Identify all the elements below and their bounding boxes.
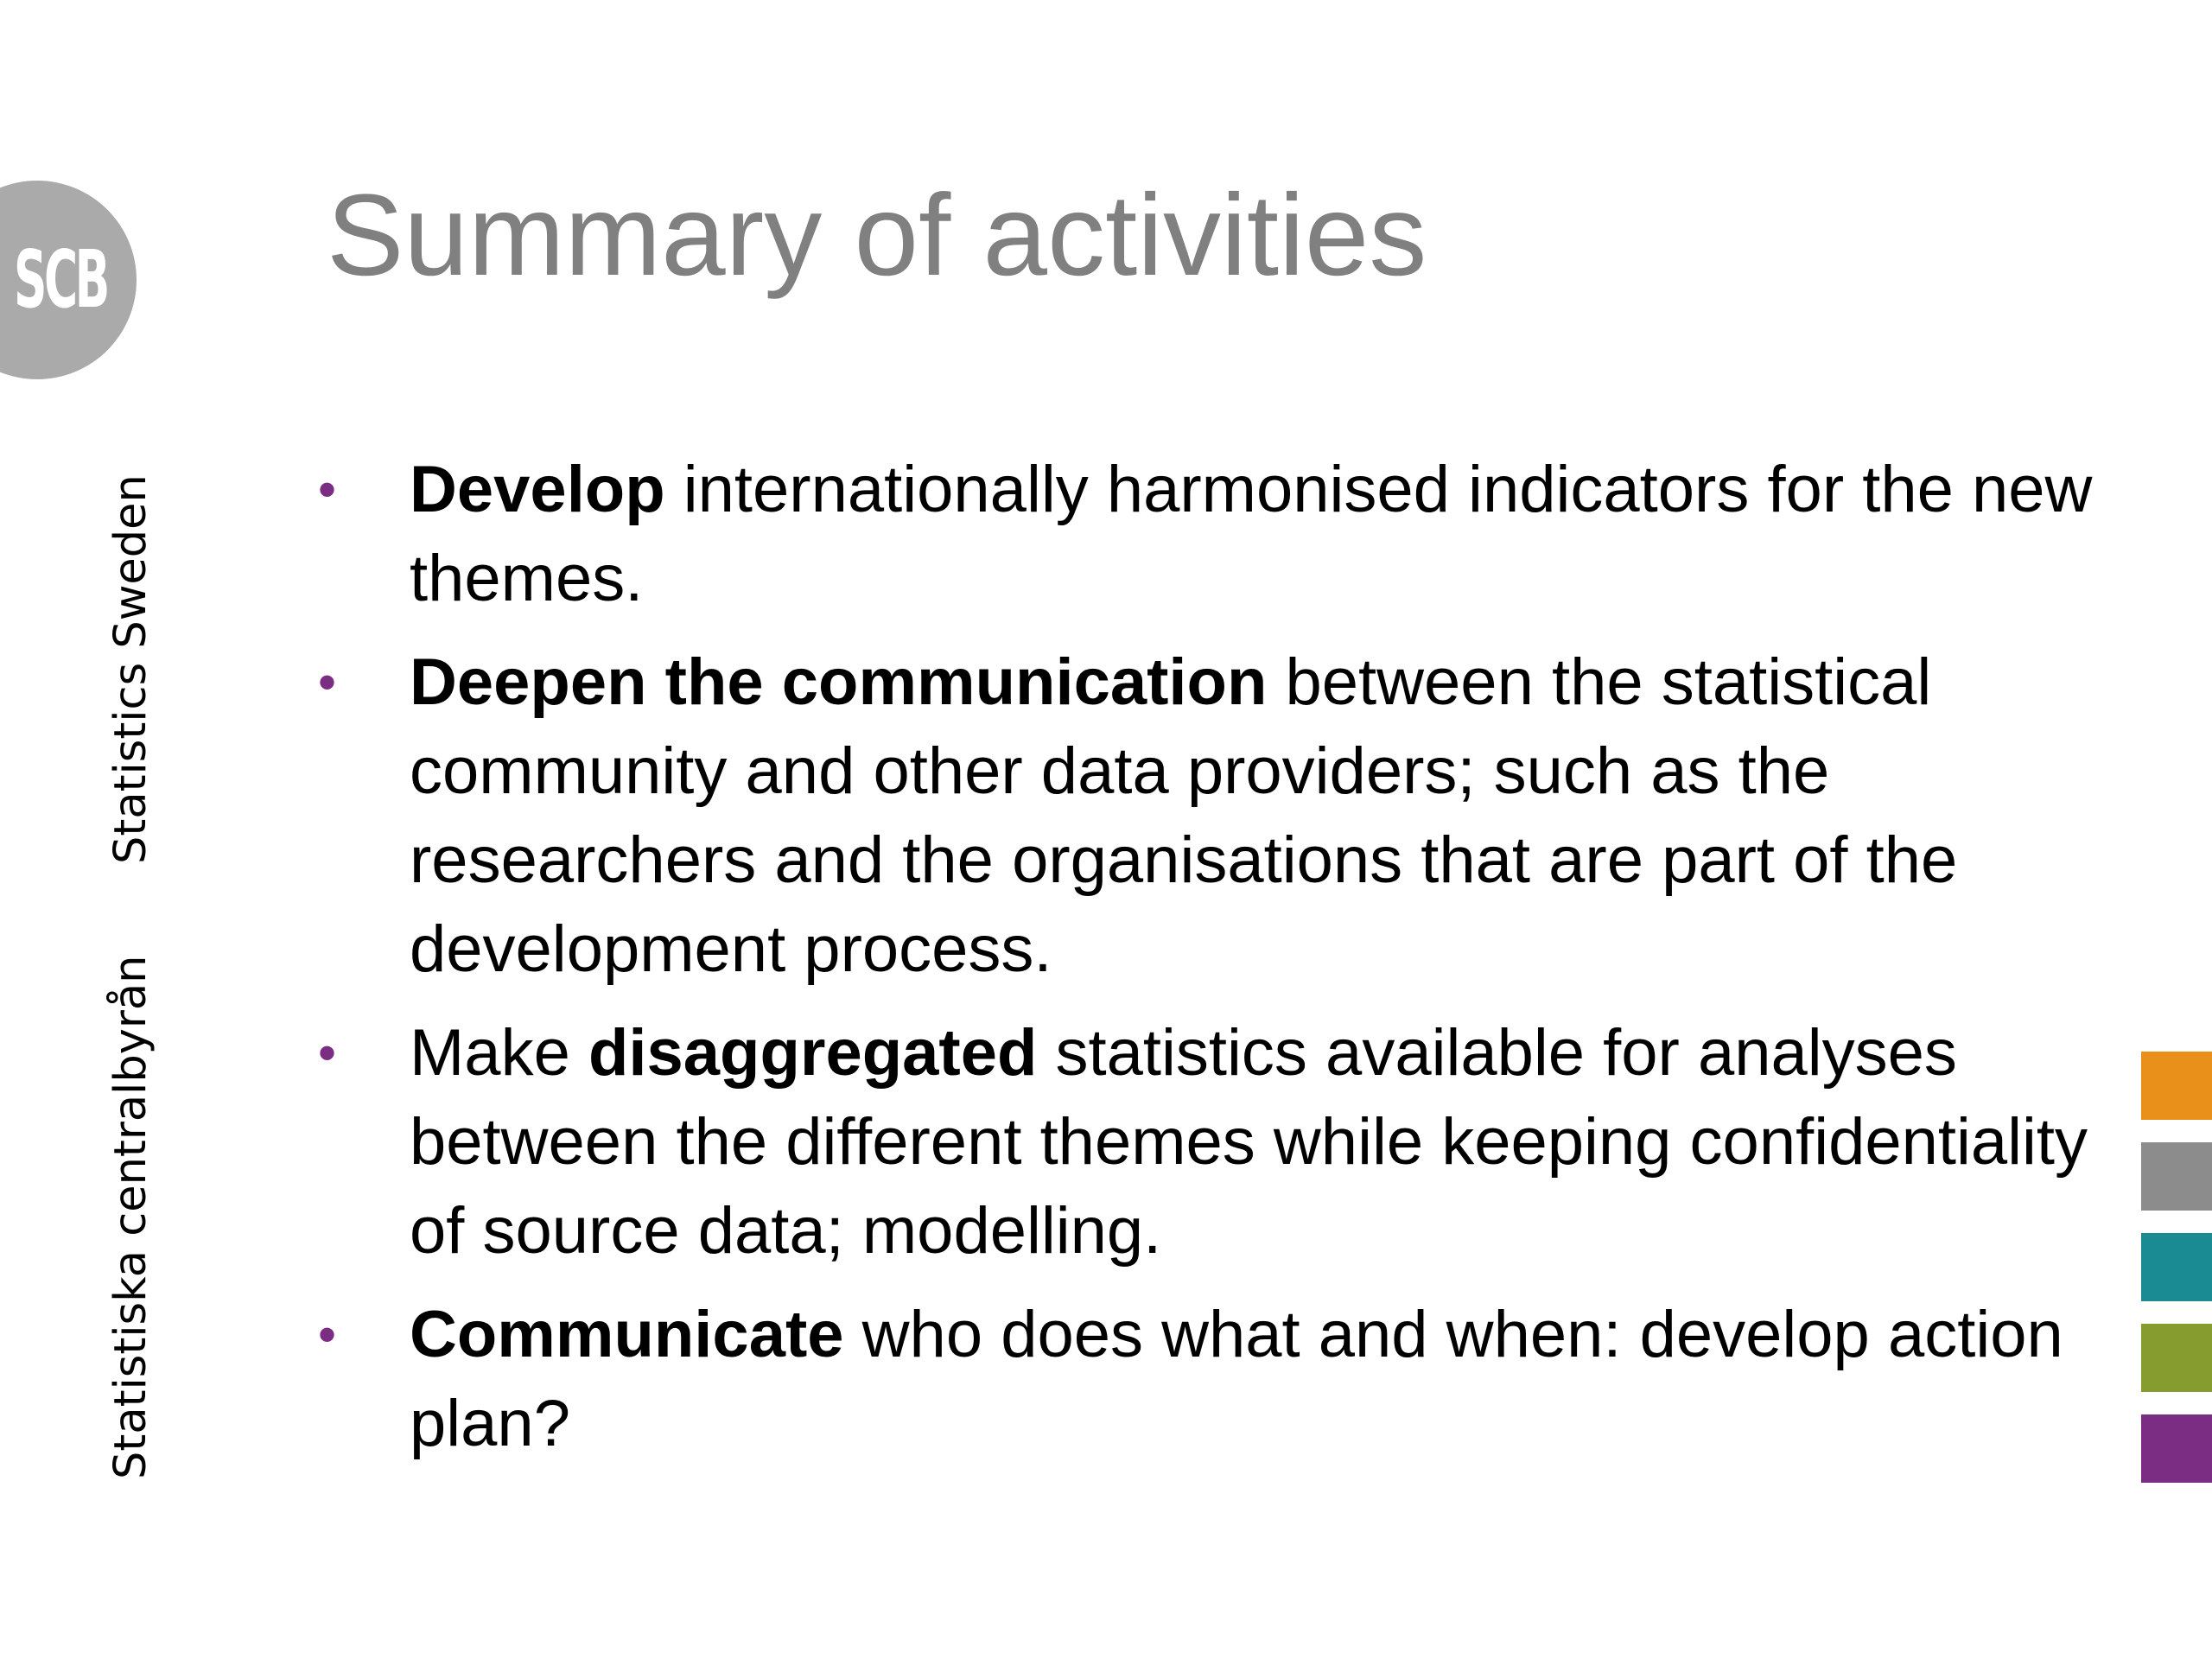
- scb-logo-text: SCB: [14, 233, 107, 326]
- bullet-pre-text: Make: [410, 1016, 588, 1090]
- bullet-list: [318, 445, 2098, 1483]
- bullet-rest-text: internationally harmonised indicators for the new themes.: [410, 453, 2093, 615]
- bullet-rest-text: statistics available for analyses between the different themes while keeping confidentiality of source data; modelling.: [410, 1016, 2088, 1268]
- bullet-item: [318, 445, 2098, 623]
- bullet-marker: •: [318, 653, 337, 711]
- side-text-english: Statistics Sweden: [105, 474, 156, 864]
- bullet-bold-text: Deepen the communication: [410, 645, 1268, 719]
- color-swatch-gray: [2141, 1142, 2212, 1211]
- bullet-marker: •: [318, 1024, 337, 1082]
- bullet-rest-text: between the statistical community and other data providers; such as the researchers and the organisations that are part of the development process.: [410, 645, 1958, 986]
- bullet-bold-text: Communicate: [410, 1298, 844, 1371]
- bullet-item: [318, 638, 2098, 994]
- slide-title: Summary of activities: [327, 171, 1427, 300]
- bullet-item: [318, 1290, 2098, 1468]
- bullet-item: [318, 1008, 2098, 1275]
- scb-logo: [0, 181, 137, 379]
- color-swatch-green: [2141, 1324, 2212, 1392]
- side-text-swedish: Statistiska centralbyrån: [105, 955, 156, 1479]
- bullet-bold-text: Develop: [410, 453, 665, 526]
- bullet-marker: •: [318, 1306, 337, 1363]
- bullet-bold-text: disaggregated: [588, 1016, 1038, 1090]
- bullet-rest-text: who does what and when: develop action plan?: [410, 1298, 2063, 1460]
- bullet-marker: •: [318, 461, 337, 518]
- color-swatch-orange: [2141, 1052, 2212, 1120]
- color-swatch-purple: [2141, 1414, 2212, 1483]
- color-swatch-strip: [2141, 1052, 2212, 1505]
- color-swatch-teal: [2141, 1233, 2212, 1301]
